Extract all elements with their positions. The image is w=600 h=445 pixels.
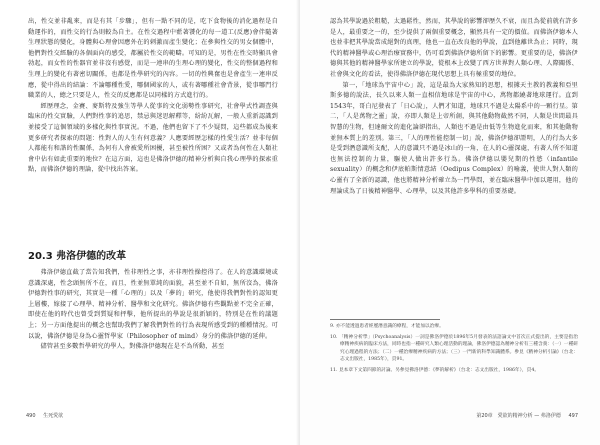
paragraph: 經歷理念，金賽、麥斯特及強生等學人從事的文化弱勢性事研究，社會學式性調查與臨床的性交實驗，人們對性事的追思，禁忌與迷思解釋等，紛紛瓦解，一般人重新認識到並接受了這個領域的多樣化與性事實況。不過，他們也留下了不少疑問，這些都成為後來更多研究者探索的問題：性對人的人生有何意義？人應要經歷怎樣的性愛生活？並非每個人都能有和諧的性關係，為何有人會被愛所困擾，甚至被性所困？又或者為何性在人類社會中佔有如此重要的地位？在這方面，這也是佛洛伊德的精神分析與自我心理學的探索重點，而佛洛伊德的理論，從中找出答案。 <box>28 102 278 174</box>
section-title: 20.3 弗洛伊德的改革 <box>28 251 127 262</box>
footnote-divider <box>330 319 440 320</box>
running-head: 第20章 愛欲的精神分析 — 弗洛伊德 <box>476 413 561 419</box>
right-body <box>330 17 578 197</box>
paragraph: 儘管甚至多數哲學研究的學人，對佛洛伊德現在是不為所動，甚至 <box>40 343 225 351</box>
footnote: 11. 見本章下文第四節的討論。另參見佛洛伊德：《夢的解析》（台北：志文出版社，1986年），頁4。 <box>330 367 540 373</box>
left-body-bottom <box>28 268 278 353</box>
paragraph: 第一，「地球為宇宙中心」說，這是最為大家熟知的思想，根據天主教的教義和亞里斯多德的說法，長久以來人類一直相信地球是宇宙的中心，萬物都繞著地球運行。直到1543年，哥白尼發表了「日心說」，人們才知道，地球只不過是太陽系中的一顆行星。第二，「人是萬物之靈」說，亦即人類是上帝所創，與其他動物截然不同，人類是世間最具智慧的生物，但達爾文的進化論卻指出，人類也不過是由低等生物進化而來，和其他動物並無本質上的差別。第三，「人的理性能控制一切」說，佛洛伊德卻證明，人的行為大多是受到潛意識所支配，人的意識只不過是冰山的一角，在人的心靈深處，有著人所不知道也無法控制的力量，驅使人做出許多行為。佛洛伊德以嬰兒期的性慾（infantile sexuality）的概念和伊底帕斯情意結（Oedipus Complex）的喻義，使世人對人類的心靈有了全新的認識，他也將精神分析確立為一門學問，並在臨床醫學中加以運用，他的理論成為了日後精神醫學、心理學，以及其他許多學科的重要基礎。 <box>330 81 578 195</box>
page-number: 497 <box>568 413 578 419</box>
left-body-top <box>28 17 278 176</box>
footnote: 10. 「精神分析學」（Psychoanalysis）一詞是佛洛伊德於1896年5月發表的法語論文中首次正式提出的，主要是指治療精神疾病的臨床方法，同時也指一種研究人類心理活動的理論，佛洛伊德認為精神分析有三種含義：（一）一種研究心理過程的方法；（二）一種治療精神疾病的方法；（三）一門新的科學知識體系。參見《精神分析引論》（台北：志文出版社，1985年），頁91。 <box>330 334 578 363</box>
footnote: 9. 亦不能透過患者經歷潛意識的療程，才能加以治療。 <box>330 324 444 329</box>
running-head: 生死愛欲 <box>43 413 64 419</box>
footnotes <box>330 323 578 378</box>
paragraph: 出，性交並非亂來，而是有其「步驟」，但有一點不同的是，吃下食物後的消化過程是自動運作的，而性交的行為則較為自主。在性交過程中藍著饕化的每一道工(反應)會伴隨著生理狀態的變化，身體與心理會因應外在的刺激而產生變化；在參與性交的男女個體中，他們對性交經驗的各個面向的感受，都屬於性交的範疇。可知的是，男性在性交時顯具會勃起，而女性的性器官並非沒有感覺，而是一連串的生理心理的變化，性交的整個過程和生理上的變化有著密切關係，也都是性學研究的內容。一切的性興奮也是會產生一連串反應，從中得出的結論：不論哪種性愛，哪個國家的人，或有著哪種社會背景，從事哪門行職業的人，總之只要是人，性交的反應都是以同樣的方式進行的。 <box>28 18 278 100</box>
right-footer <box>470 412 578 419</box>
right-page <box>300 0 600 445</box>
left-footer <box>26 412 69 419</box>
paragraph: 認為其學說過於粗糙，太過鬆性，然而，其學說的影響卻歷久不衰，而且為從前就有許多是人，最重要之一的，至少提供了兩個重要概念，顯然具有一定的價值。而佛洛伊德本人也並非把其學說當成絕對的真理，他也一直在改良他的學說，直到他離世為止；同時，現代的精神醫學或心理治療實務中，仍可看到佛洛伊德所留下的影響。更重要的是，佛洛伊德與其他的精神醫學家所建立的學說，從根本上改變了西方世界對人類心理、人際關係、社會與文化的看法，使得佛洛伊德在現代思想上具有極重要的地位。 <box>330 18 578 78</box>
paragraph: 弗洛伊德直截了當告知我們，性非理性之事，亦非理性操控得了。在人的意識環境或意識深處，性念頭無所不在，而且，性並無單純的面貌，甚至並不自如，無所沒為，佛洛伊德對性事的研究，其實是一種「心理的」以及「夢的」研究，他使得我們對性的認知更上層樓，嫁接了心理學、精神分析、醫學和文化研究。佛洛伊德有些觀點並不完全正確，即使在他的時代也曾受到質疑和抨擊，他所提出的學說是很新穎的，特別是在性的議題上；另一方面他提出的概念也幫助我們了解我們對性的行為表現所感受到的種種情況。可以說，佛洛伊德是身為心靈哲學家（Philosopher of mind）身分的佛洛伊德的延伸。 <box>28 269 278 340</box>
page-number: 490 <box>26 413 36 419</box>
